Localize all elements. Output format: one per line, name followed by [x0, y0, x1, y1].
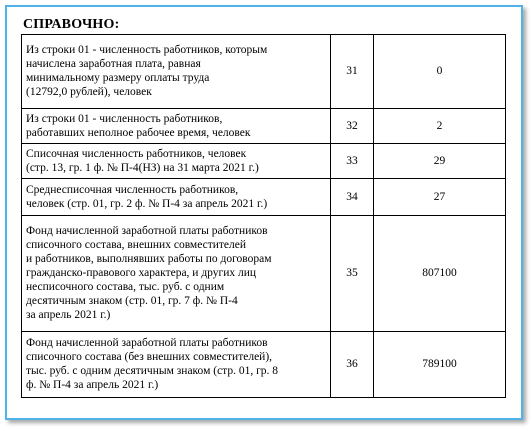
description-line: гражданско-правового характера, и других лиц: [26, 267, 257, 279]
description-line: и работников, выполнявших работы по договорам: [26, 253, 272, 265]
reference-table: [21, 34, 506, 398]
row-code: 31: [331, 35, 374, 109]
row-code: 33: [331, 144, 374, 179]
description-line: работавших неполное рабочее время, человек: [26, 126, 251, 139]
row-description: [22, 144, 331, 179]
row-value: 807100: [374, 216, 506, 332]
description-line: за апрель 2021 г.): [26, 309, 111, 321]
description-line: ф. № П-4 за апрель 2021 г.): [26, 379, 159, 391]
description-line: Из строки 01 - численность работников, которым: [26, 44, 268, 56]
description-line: десятичным знаком (стр. 01, гр. 7 ф. № П-4: [26, 295, 238, 307]
row-value: 2: [374, 109, 506, 144]
row-description: [22, 179, 331, 216]
table-row: [22, 35, 506, 109]
description-line: списочного состава (без внешних совместителей),: [26, 351, 273, 363]
table-row: [22, 179, 506, 216]
row-value: 0: [374, 35, 506, 109]
description-line: Списочная численность работников, человек: [26, 147, 247, 160]
description-line: начислена заработная плата, равная: [26, 58, 201, 70]
description-line: Среднесписочная численность работников,: [26, 183, 239, 196]
description-line: минимальному размеру оплаты труда: [26, 72, 210, 84]
description-line: Фонд начисленной заработной платы работников: [26, 337, 268, 349]
table-row: [22, 144, 506, 179]
row-description: [22, 109, 331, 144]
description-line: тыс. руб. с одним десятичным знаком (стр. 01, гр. 8: [26, 365, 279, 377]
description-line: Фонд начисленной заработной платы работников: [26, 225, 268, 237]
description-line: (стр. 13, гр. 1 ф. № П-4(НЗ) на 31 марта 2021 г.): [26, 161, 259, 174]
section-heading: СПРАВОЧНО:: [23, 17, 120, 32]
description-line: (12792,0 рублей), человек: [26, 86, 152, 98]
row-description: [22, 35, 331, 109]
row-code: 34: [331, 179, 374, 216]
table-row: [22, 216, 506, 332]
row-description: [22, 332, 331, 398]
description-line: человек (стр. 01, гр. 2 ф. № П-4 за апрель 2021 г.): [26, 197, 268, 210]
row-value: 789100: [374, 332, 506, 398]
description-line: Из строки 01 - численность работников,: [26, 112, 223, 125]
row-description: [22, 216, 331, 332]
row-value: 29: [374, 144, 506, 179]
row-code: 36: [331, 332, 374, 398]
table-row: [22, 332, 506, 398]
description-line: списочного состава, внешних совместителей: [26, 239, 247, 251]
row-code: 35: [331, 216, 374, 332]
row-value: 27: [374, 179, 506, 216]
table-row: [22, 109, 506, 144]
description-line: несписочного состава, тыс. руб. с одним: [26, 281, 225, 293]
row-code: 32: [331, 109, 374, 144]
